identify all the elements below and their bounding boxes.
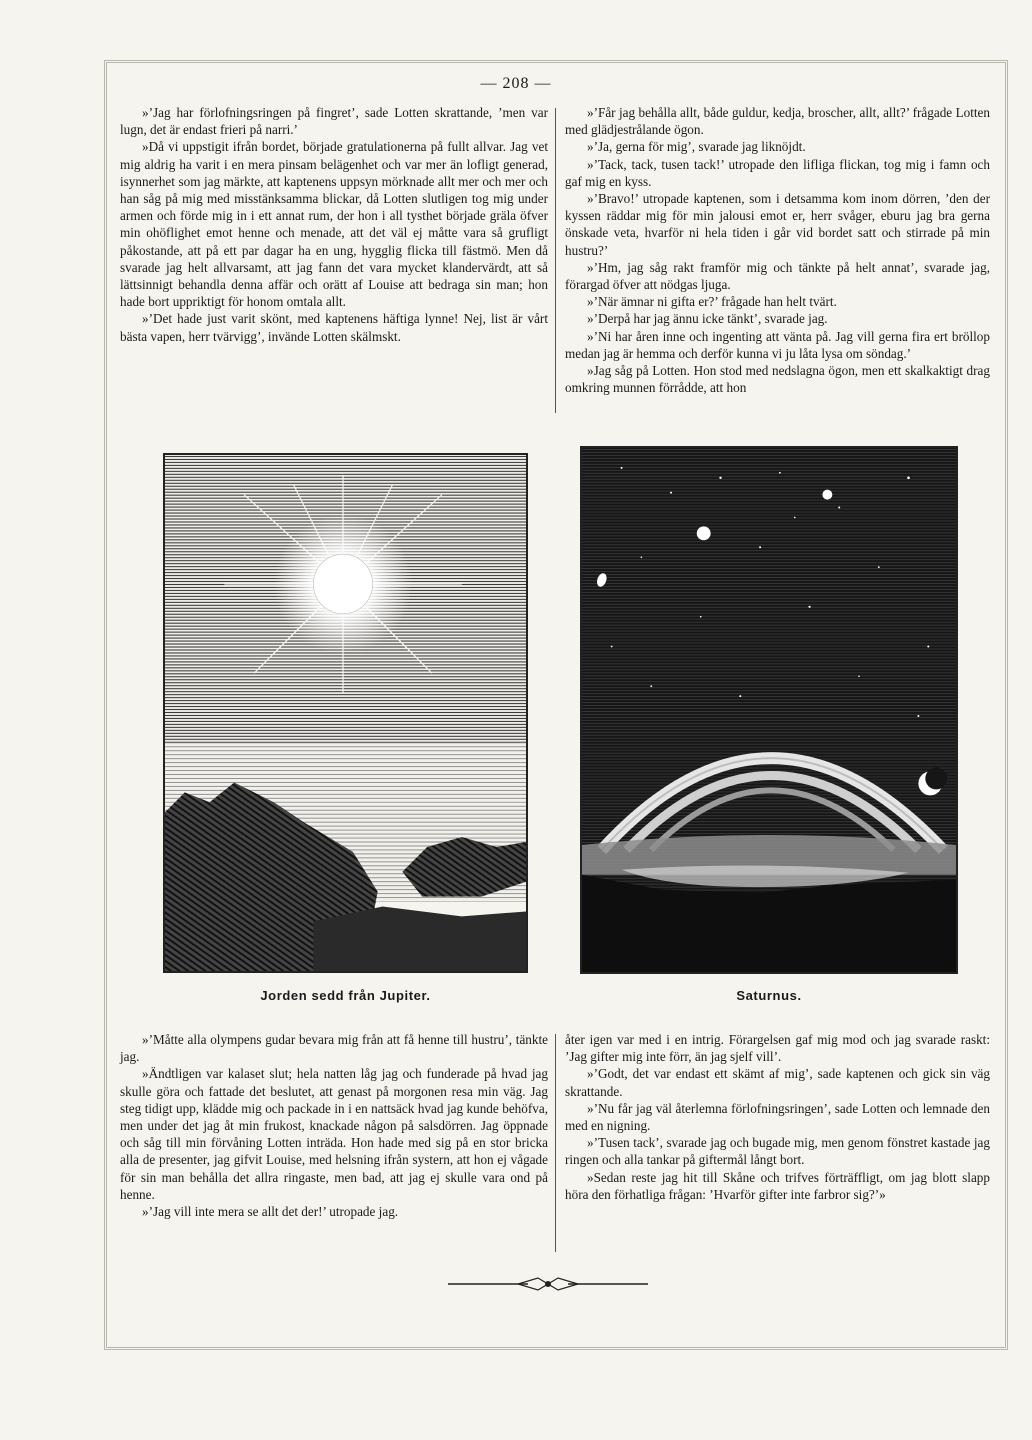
text-column-top-left [120,104,548,345]
paragraph: »’Jag har förlofningsringen på fingret’, sade Lotten skrattande, ’men var lugn, det är endast frieri på narri.’ [120,105,548,138]
paragraph: »’Nu får jag väl återlemna förlofningsringen’, sade Lotten och lemnade den med en nigning. [565,1100,990,1134]
horizon-haze [165,743,526,803]
caption-earth-from-jupiter: Jorden sedd från Jupiter. [260,988,431,1003]
illustration-saturn [580,446,958,974]
page-number: — 208 — [480,75,552,92]
paragraph: »’Ni har åren inne och ingenting att vänta på. Jag vill gerna fira ert bröllop medan jag är hemma och derför kunna vi ju låta lysa om söndag.’ [565,328,990,361]
paragraph: »Ändtligen var kalaset slut; hela natten låg jag och funderade på hvad jag skulle göra och fattade det beslutet, att genast på morgonen resa min väg. Jag steg tidigt upp, klädde mig och packade in i en nattsäck hvad jag kunde behöfva, men under det jag åt min frukost, knackade någon på salsdörren. Jag öppnade och såg till min förvåning Lotten inträda. Hon hade med sig på en stor bricka alla de presenter, jag gifvit Louise, med helsning ifrån systern, att hon ej vågade för sin man behålla det allra ringaste, men bad, att jag ej skulle vara ond på henne. [120,1066,548,1202]
paragraph: »’Derpå har jag ännu icke tänkt’, svarade jag. [587,311,828,327]
paragraph: »’Ja, gerna för mig’, svarade jag liknöjdt. [587,139,806,155]
paragraph: »’Tusen tack’, svarade jag och bugade mig, men genom fönstret kastade jag ringen och alla tankar på giftermål långt bort. [565,1135,990,1168]
paragraph: »’Godt, det var endast ett skämt af mig’, sade kaptenen och gick sin väg skrattande. [565,1066,990,1099]
paragraph: »’Tack, tack, tusen tack!’ utropade den lifliga flickan, tog mig i famn och gaf mig en kyss. [565,156,990,189]
paragraph: »’Måtte alla olympens gudar bevara mig från att få henne till hustru’, tänkte jag. [120,1032,548,1065]
column-divider-bottom [555,1034,556,1252]
paragraph: »Sedan reste jag hit till Skåne och trifves förträffligt, om jag blott slapp höra den förhatliga frågan: ’Hvarför gifter inte farbror sig?’» [565,1169,990,1202]
text-column-top-right [565,104,990,396]
paragraph: »Då vi uppstigit ifrån bordet, började gratulationerna på fullt allvar. Jag vet mig aldrig ha varit i en mera pinsam belägenhet och var mer än lofligt generad, isynnerhet som jag märkte, att kaptenens uppsyn mörknade allt mer och mer och han såg på mig med misstänksamma blickar, då Lotten slutligen tog mig under armen och förde mig in i ett annat rum, der hon i all tysthet började gräla öfver min ohöflighet emot henne och menade, att det väl ej måtte vara så grufligt påkostande, att på ett par dagar ha en ung, hygglig flicka till fästmö. Men då svarade jag helt allvarsamt, att jag fann det vara mycket klandervärdt, att så lättsinnigt behandla denna affär och orätt af Louise att bedraga sin man; hon hade bort uppriktigt för honom omtala allt. [120,139,548,310]
text-column-bottom-right [565,1031,990,1203]
moon-large [697,526,711,540]
engraving-saturn-svg [582,448,956,972]
paragraph: »’Får jag behålla allt, både guldur, kedja, broscher, allt, allt?’ frågade Lotten med glädjestrålande ögon. [565,105,990,138]
paragraph: »’Bravo!’ utropade kaptenen, som i detsamma kom inom dörren, ’den der kyssen räddar mig för min jalousi emot er, herr svåger, eburu jag bra gerna önskade veta, hvarför ni hela tiden i går vid bordet satt och stirrade på min hustru?’ [565,191,990,258]
foreground-shore [313,907,526,972]
sun [313,554,372,614]
text-column-bottom-left [120,1031,548,1220]
paragraph: »’Det hade just varit skönt, med kaptenens häftiga lynne! Nej, list är vårt bästa vapen, herr tvärvigg’, invände Lotten skälmskt. [120,311,548,344]
paragraph: »’Jag vill inte mera se allt det der!’ utropade jag. [142,1204,399,1220]
end-ornament [448,1274,648,1294]
paragraph: »’När ämnar ni gifta er?’ frågade han helt tvärt. [587,294,837,310]
caption-saturn: Saturnus. [736,988,802,1003]
paragraph: åter igen var med i en intrig. Förargelsen gaf mig mod och jag svarade raskt: ’Jag gifter mig inte förr, än jag sjelf vill’. [565,1032,990,1065]
paragraph: »’Hm, jag såg rakt framför mig och tänkte på helt annat’, svarade jag, förargad öfver att nödgas ljuga. [565,259,990,293]
engraving-earth-svg [165,455,526,971]
column-divider-top [555,108,556,413]
paragraph: »Jag såg på Lotten. Hon stod med nedslagna ögon, men ett skalkaktigt drag omkring munnen förrådde, att hon [565,363,990,396]
illustration-earth-from-jupiter [163,453,528,973]
moon-small [822,490,832,500]
